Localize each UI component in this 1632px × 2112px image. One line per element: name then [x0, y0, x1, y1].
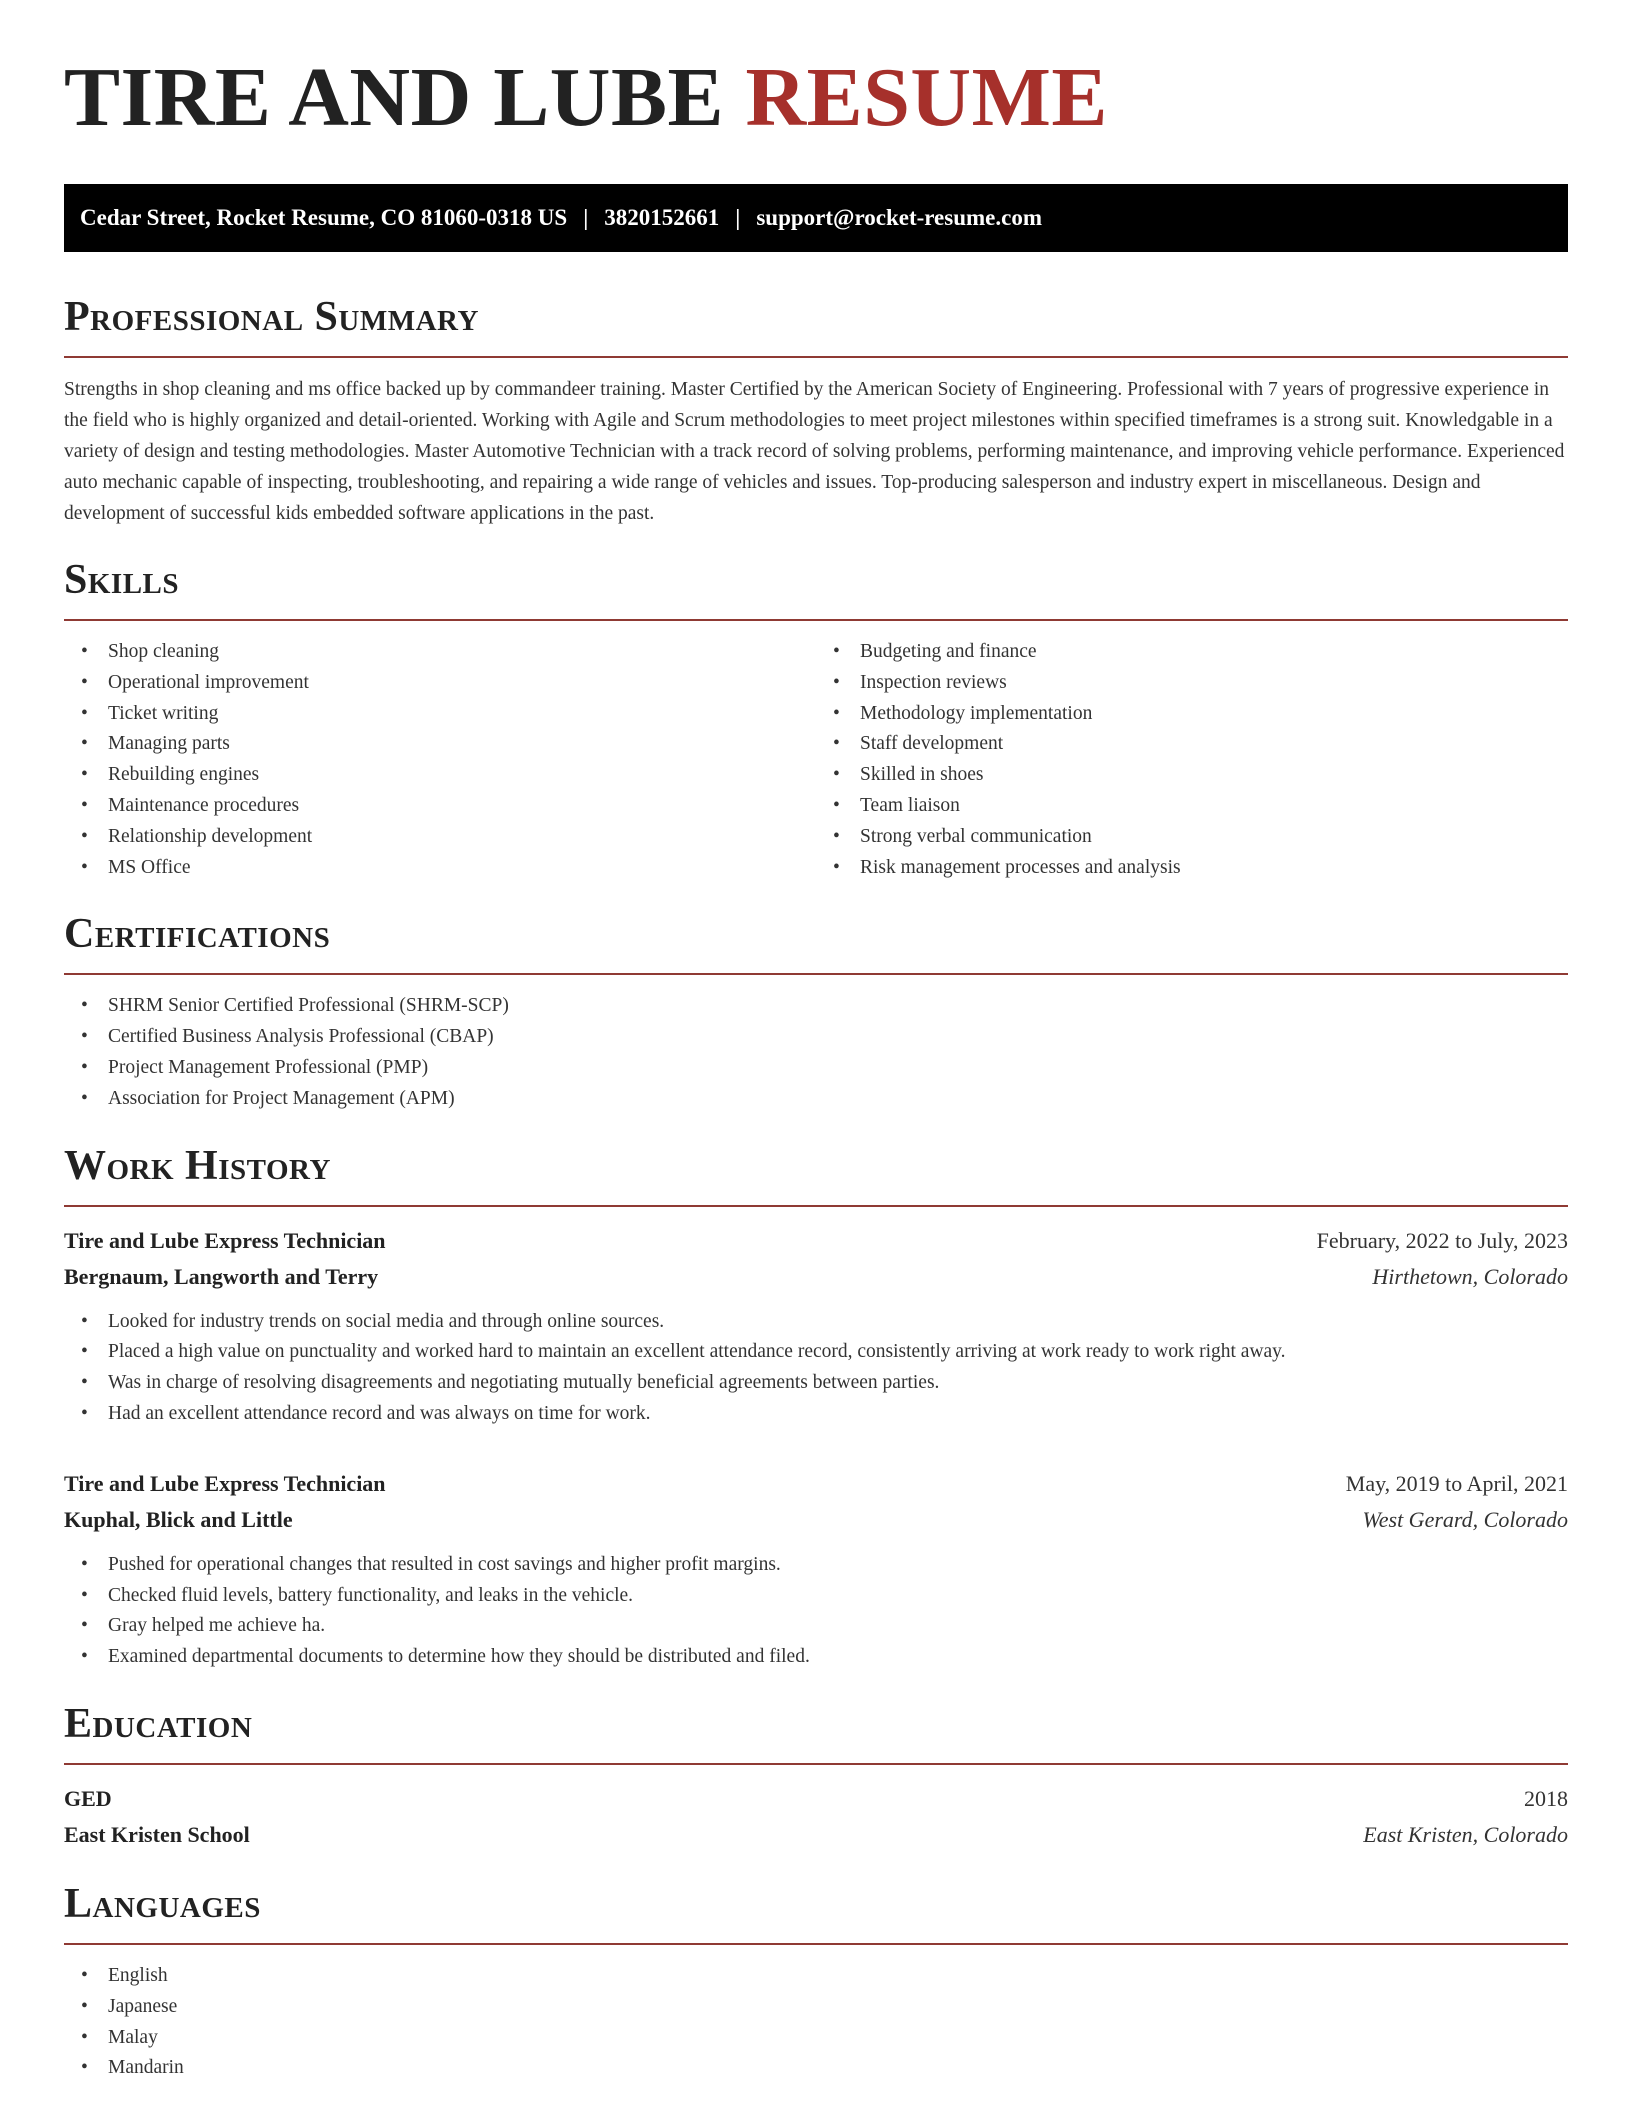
job-title: Tire and Lube Express Technician: [64, 1227, 386, 1253]
education-location: East Kristen, Colorado: [1363, 1821, 1568, 1847]
skill-item: • Methodology implementation: [816, 699, 1568, 730]
languages-section: [64, 1880, 1568, 2084]
certifications-section: [64, 913, 1568, 1114]
job-bullet: • Placed a high value on punctuality and worked hard to maintain an excellent attendance record, consistently arriving at work ready to work right away.: [64, 1337, 1568, 1368]
skill-item: • Budgeting and finance: [816, 637, 1568, 668]
skills-section: [64, 559, 1568, 883]
summary-heading: Professional Summary: [64, 294, 479, 340]
contact-email: support@rocket-resume.com: [756, 205, 1042, 230]
title-accent: RESUME: [745, 51, 1108, 144]
education-entry: [64, 1781, 1568, 1853]
job-company: Kuphal, Blick and Little: [64, 1506, 293, 1532]
section-divider: [64, 1943, 1568, 1945]
work-history-section: [64, 1142, 1568, 1673]
job-entry: [64, 1466, 1568, 1673]
job-company: Bergnaum, Langworth and Terry: [64, 1263, 379, 1289]
skill-item: • Relationship development: [64, 822, 816, 853]
skills-heading: Skills: [64, 557, 180, 603]
skill-item: • Risk management processes and analysis: [816, 853, 1568, 884]
skill-item: • Skilled in shoes: [816, 760, 1568, 791]
resume-title: [64, 51, 1568, 144]
contact-separator: |: [735, 205, 741, 230]
job-entry: [64, 1223, 1568, 1430]
job-location: West Gerard, Colorado: [1362, 1506, 1568, 1532]
certification-item: • Certified Business Analysis Professional (CBAP): [64, 1022, 1568, 1053]
skills-list-right: [816, 637, 1568, 883]
skill-item: • Managing parts: [64, 729, 816, 760]
certification-item: • Association for Project Management (APM): [64, 1084, 1568, 1115]
section-divider: [64, 356, 1568, 358]
section-divider: [64, 1763, 1568, 1765]
skills-list-left: [64, 637, 816, 883]
skill-item: • Inspection reviews: [816, 668, 1568, 699]
title-main: TIRE AND LUBE: [64, 51, 725, 144]
work-history-heading: Work History: [64, 1142, 331, 1189]
language-item: • Malay: [64, 2023, 1568, 2054]
education-degree: GED: [64, 1785, 112, 1811]
job-bullet: • Was in charge of resolving disagreements and negotiating mutually beneficial agreements between parties.: [64, 1368, 1568, 1399]
skills-columns: [64, 621, 1568, 883]
skill-item: • Rebuilding engines: [64, 760, 816, 791]
skill-item: • MS Office: [64, 853, 816, 884]
language-item: • Mandarin: [64, 2053, 1568, 2084]
job-bullets: [64, 1307, 1568, 1430]
certifications-list: [64, 991, 1568, 1114]
education-school: East Kristen School: [64, 1821, 250, 1847]
education-year: 2018: [1524, 1785, 1568, 1811]
skill-item: • Ticket writing: [64, 699, 816, 730]
skill-item: • Maintenance procedures: [64, 791, 816, 822]
job-title: Tire and Lube Express Technician: [64, 1470, 386, 1496]
skill-item: • Strong verbal communication: [816, 822, 1568, 853]
languages-heading: Languages: [64, 1880, 261, 1927]
contact-phone: 3820152661: [604, 205, 720, 230]
job-bullet: • Examined departmental documents to determine how they should be distributed and filed.: [64, 1642, 1568, 1673]
section-divider: [64, 973, 1568, 975]
job-dates: May, 2019 to April, 2021: [1345, 1470, 1568, 1496]
education-heading: Education: [64, 1700, 253, 1747]
skill-item: • Team liaison: [816, 791, 1568, 822]
summary-section: [64, 296, 1568, 529]
certification-item: • Project Management Professional (PMP): [64, 1053, 1568, 1084]
certifications-heading: Certifications: [64, 911, 331, 958]
contact-bar: [64, 184, 1568, 252]
job-bullets: [64, 1550, 1568, 1673]
section-divider: [64, 1205, 1568, 1207]
language-item: • English: [64, 1961, 1568, 1992]
languages-list: [64, 1961, 1568, 2084]
skill-item: • Shop cleaning: [64, 637, 816, 668]
job-bullet: • Looked for industry trends on social media and through online sources.: [64, 1307, 1568, 1338]
job-bullet: • Pushed for operational changes that resulted in cost savings and higher profit margins.: [64, 1550, 1568, 1581]
job-bullet: • Had an excellent attendance record and was always on time for work.: [64, 1399, 1568, 1430]
skill-item: • Operational improvement: [64, 668, 816, 699]
job-location: Hirthetown, Colorado: [1372, 1263, 1568, 1289]
contact-address: Cedar Street, Rocket Resume, CO 81060-0318 US: [80, 205, 568, 230]
skill-item: • Staff development: [816, 729, 1568, 760]
job-dates: February, 2022 to July, 2023: [1316, 1227, 1568, 1253]
language-item: • Japanese: [64, 1992, 1568, 2023]
job-bullet: • Gray helped me achieve ha.: [64, 1611, 1568, 1642]
contact-separator: |: [583, 205, 589, 230]
education-section: [64, 1700, 1568, 1853]
summary-text: Strengths in shop cleaning and ms office backed up by commandeer training. Master Certified by the American Society of Engineering. Professional with 7 years of progressive experience in the field who is highly organized and detail-oriented. Working with Agile and Scrum methodologies to meet project milestones within specified timeframes is a strong suit. Knowledgable in a variety of design and testing methodologies. Master Automotive Technician with a track record of solving problems, performing maintenance, and improving vehicle performance. Experienced auto mechanic capable of inspecting, troubleshooting, and repairing a wide range of vehicles and issues. Top-producing salesperson and industry expert in miscellaneous. Design and development of successful kids embedded software applications in the past.: [64, 379, 1565, 524]
certification-item: • SHRM Senior Certified Professional (SHRM-SCP): [64, 991, 1568, 1022]
job-bullet: • Checked fluid levels, battery functionality, and leaks in the vehicle.: [64, 1581, 1568, 1612]
